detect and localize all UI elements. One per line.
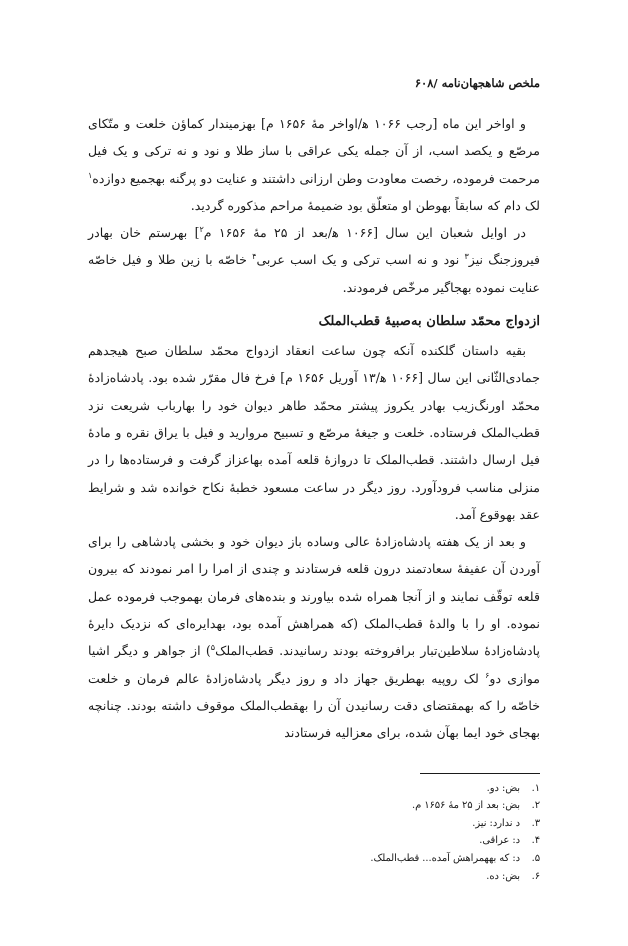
footnote-marker: ۱ <box>88 170 93 180</box>
paragraph <box>88 110 540 219</box>
section-heading: ازدواج محمّد سلطان به‌صبیهٔ قطب‌الملک <box>318 314 540 330</box>
paragraph-text: نود و نه اسب ترکی و یک اسب عربی <box>256 252 465 268</box>
footnote-item <box>88 832 540 850</box>
footnote-number: ۳. <box>531 817 540 829</box>
paragraph-text: در اوایل شعبان این سال [۱۰۶۶ ﻫ/بعد از ۲۵ مهٔ ۱۶۵۶ م <box>203 225 526 241</box>
body-text-section <box>88 337 540 746</box>
footnote-item <box>88 797 540 815</box>
book-page <box>88 72 540 885</box>
paragraph-text: لک روپیه بهطریق جهاز داد و روز دیگر پادشاه‌زادهٔ عالم فرمان و خلعت خاصّه را که بهمقتضای دقت رسانیدن آن را بهقطب‌الملک موقوف داشته بودند. چنانچه بهجای خود ایما بهآن شده، برای معزالیه فرستادند <box>88 670 540 741</box>
footnote-item <box>88 780 540 798</box>
paragraph-text: لک دام که سابقاً بهوطن او متعلّق بود ضمیمهٔ مراحم مذکوره گردید. <box>190 197 540 213</box>
footnote-number: ۱. <box>531 782 540 794</box>
footnote-marker: ۶ <box>485 670 490 680</box>
footnote-text: بض: ده. <box>486 870 520 882</box>
footnote-text: د: عراقی. <box>479 835 520 847</box>
paragraph <box>88 219 540 301</box>
paragraph-text: ] بهرستم خان بهادر فیروزجنگ نیز <box>88 225 541 268</box>
footnote-number: ۲. <box>531 800 540 812</box>
footnote-marker: ۳ <box>464 252 469 262</box>
paragraph <box>88 337 540 528</box>
body-text-top <box>88 110 540 301</box>
paragraph <box>88 528 540 746</box>
footnote-marker: ۲ <box>199 225 204 234</box>
footnote-number: ۴. <box>531 835 540 847</box>
footnote-number: ۵. <box>531 852 540 864</box>
footnote-number: ۶. <box>531 870 540 882</box>
paragraph-text: و اواخر این ماه [رجب ۱۰۶۶ ﻫ/اواخر مهٔ ۱۶۵۶ م] بهزمیندار کماؤن خلعت و متّکای مرصّع و یکصد اسب، از آن جمله یکی عراقی با ساز طلا و نود و نه ترکی و یک فیل مرحمت فرموده، رخصت معاودت وطن ارزانی داشتند و عنایت دو پرگنه بهجمیع دوازده <box>88 116 540 186</box>
footnote-marker: ۵ <box>210 643 216 653</box>
footnote-item <box>88 815 540 833</box>
footnote-rule <box>420 773 540 774</box>
footnote-text: د: که بههمراهش آمده... قطب‌الملک. <box>370 852 520 864</box>
footnote-item <box>88 850 540 868</box>
footnotes-list <box>88 780 540 886</box>
paragraph-text: خاصّه با زین طلا و فیل خاصّه عنایت نموده بهجاگیر مرخّص فرمودند. <box>88 252 540 295</box>
footnote-text: بض: دو. <box>486 782 520 794</box>
paragraph-text: بقیه داستان گلکنده آنکه چون ساعت انعقاد ازدواج محمّد سلطان صبح هیجدهم جمادی‌الثّانی این سال [۱۰۶۶ ﻫ/۱۳ آوریل ۱۶۵۶ م] فرخ فال مقرّر شده بود. پادشاه‌زادهٔ محمّد اورنگ‌زیب بهادر یکروز پیشتر محمّد طاهر دیوان خود را بهارباب شریعت نزد قطب‌الملک فرستاده. خلعت و جیغهٔ مرصّع و تسبیح مروارید و فیل با یراق نقره و مادهٔ فیل ارسال داشتند. قطب‌الملک تا دروازهٔ قلعه آمده بهاعزاز گرفت و فرستاده‌ها را در منزلی مناسب فرودآورد. روز دیگر در ساعت مسعود خطبهٔ نکاح خوانده شد و شرایط عقد بهوقوع آمد. <box>88 343 540 522</box>
paragraph-text: و بعد از یک هفته پادشاه‌زادهٔ عالی وساده باز دیوان خود و بخشی پادشاهی را برای آوردن آن عفیفهٔ سعادتمند درون قلعه فرستادند و چندی از امرا را امر نمودند که بیرون قلعه توقّف نمایند و از آنجا همراه شده بیاورند و بنده‌های فرمان بهموجب فرموده عمل نموده. او را با والدهٔ قطب‌الملک (که همراهش آمده بود، بهدایره‌ای که نزدیک دایرهٔ پادشاه‌زادهٔ سلاطین‌تبار برافروخته بودند رسانیدند. قطب‌الملک <box>88 534 540 659</box>
footnote-text: بض: بعد از ۲۵ مهٔ ۱۶۵۶ م. <box>411 800 520 812</box>
footnote-item <box>88 868 540 886</box>
paragraph-text: ) از جواهر و دیگر اشیا موازی دو <box>88 643 541 686</box>
running-head: ملخص شاهجهان‌نامه /۶۰۸ <box>414 76 540 90</box>
footnote-text: د ندارد: نیز. <box>472 817 520 829</box>
footnote-marker: ۴ <box>252 252 257 262</box>
